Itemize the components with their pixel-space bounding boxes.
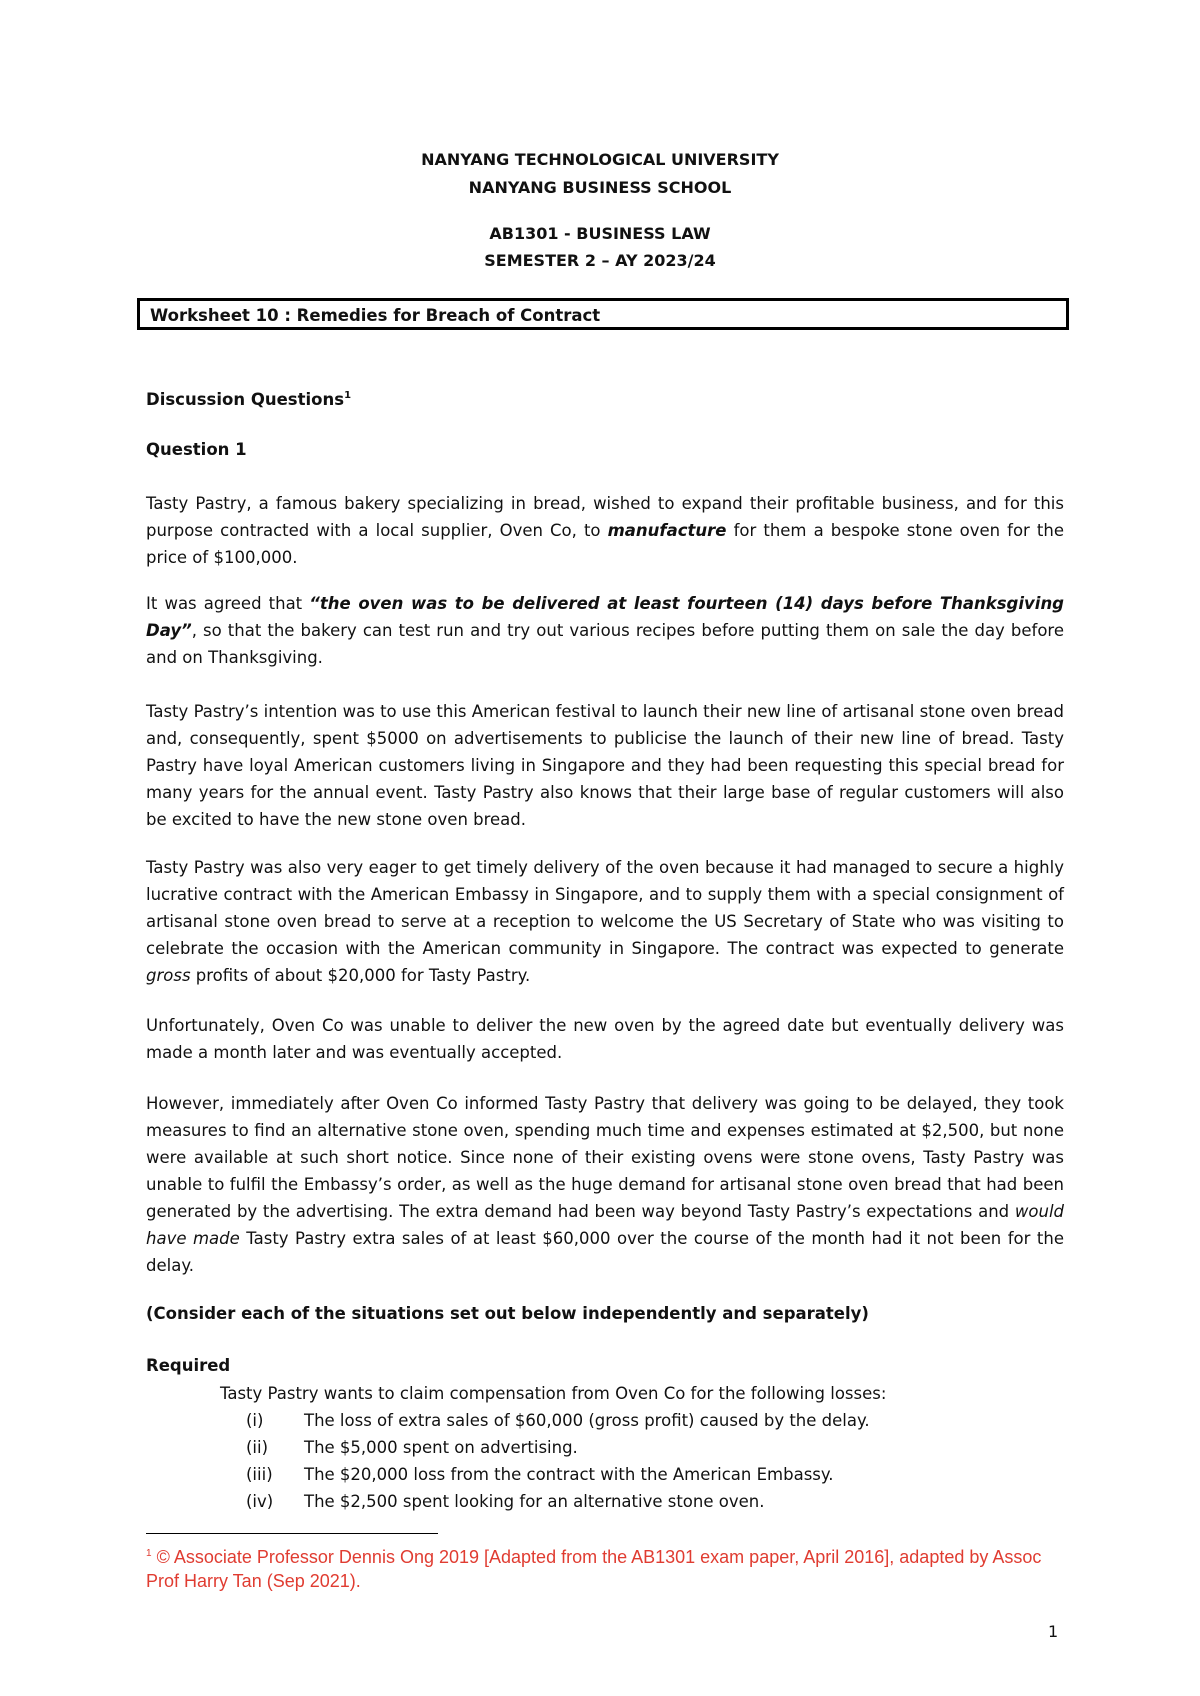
list-item: The $20,000 loss from the contract with the American Embassy. [304, 1465, 834, 1484]
list-item: The $5,000 spent on advertising. [304, 1438, 578, 1457]
footnote: $^1$ © Associate Professor Dennis Ong 2019 [Adapted from the AB1301 exam paper, April 2016], adapted by Assoc Prof Harry Tan (Sep 2021). [146, 1547, 1042, 1591]
required-heading: Required [146, 1356, 231, 1375]
course-code: AB1301 - BUSINESS LAW [489, 224, 711, 243]
worksheet-title: Worksheet 10 : Remedies for Breach of Contract [150, 306, 601, 325]
page-number: 1 [1048, 1622, 1059, 1641]
school-name: NANYANG BUSINESS SCHOOL [468, 178, 732, 197]
discussion-heading: Discussion Questions$^1$ [146, 390, 352, 409]
list-item: The $2,500 spent looking for an alternative stone oven. [304, 1492, 765, 1511]
list-item-number: (ii) [246, 1438, 269, 1457]
consider-note: (Consider each of the situations set out below independently and separately) [146, 1304, 869, 1323]
required-intro: Tasty Pastry wants to claim compensation from Oven Co for the following losses: [220, 1384, 887, 1403]
paragraph-3: Tasty Pastry’s intention was to use this American festival to launch their new line of artisanal stone oven bread and, consequently, spent $5000 on advertisements to publicise the launch of their new line of bread. Tasty Pastry have loyal American customers living in Singapore and they had been requesting this special bread for many years for the annual event. Tasty Pastry also knows that their large base of regular customers will also be excited to have the new stone oven bread. [146, 702, 1064, 829]
paragraph-5: Unfortunately, Oven Co was unable to deliver the new oven by the agreed date but eventually delivery was made a month later and was eventually accepted. [146, 1016, 1064, 1062]
paragraph-4: Tasty Pastry was also very eager to get timely delivery of the oven because it had managed to secure a highly lucrative contract with the American Embassy in Singapore, and to supply them with a special consignment of artisanal stone oven bread to serve at a reception to welcome the US Secretary of State who was visiting to celebrate the occasion with the American community in Singapore. The contract was expected to generate gross profits of about $20,000 for Tasty Pastry. [146, 858, 1064, 985]
list-item: The loss of extra sales of $60,000 (gross profit) caused by the delay. [304, 1411, 870, 1430]
list-item-number: (i) [246, 1411, 264, 1430]
footnote-ref: 1 [344, 390, 352, 401]
paragraph-6: However, immediately after Oven Co informed Tasty Pastry that delivery was going to be delayed, they took measures to find an alternative stone oven, spending much time and expenses estimated at $2,500, but none were available at such short notice. Since none of their existing ovens were stone ovens, Tasty Pastry was unable to fulfil the Embassy’s order, as well as the huge demand for artisanal stone oven bread that had been generated by the advertising. The extra demand had been way beyond Tasty Pastry’s expectations and would have made Tasty Pastry extra sales of at least $60,000 over the course of the month had it not been for the delay. [146, 1094, 1064, 1275]
list-item-number: (iii) [246, 1465, 273, 1484]
paragraph-2: It was agreed that “the oven was to be delivered at least fourteen (14) days before Thanksgiving Day”, so that the bakery can test run and try out various recipes before putting them on sale the day before and on Thanksgiving. [146, 594, 1064, 667]
question-heading: Question 1 [146, 440, 247, 459]
paragraph-1: Tasty Pastry, a famous bakery specializing in bread, wished to expand their profitable business, and for this purpose contracted with a local supplier, Oven Co, to manufacture for them a bespoke stone oven for the price of $100,000. [146, 494, 1064, 567]
worksheet-title-box [137, 298, 1069, 330]
semester: SEMESTER 2 – AY 2023/24 [484, 251, 716, 270]
list-item-number: (iv) [246, 1492, 274, 1511]
university-name: NANYANG TECHNOLOGICAL UNIVERSITY [421, 150, 779, 169]
footnote-separator [146, 1533, 438, 1534]
